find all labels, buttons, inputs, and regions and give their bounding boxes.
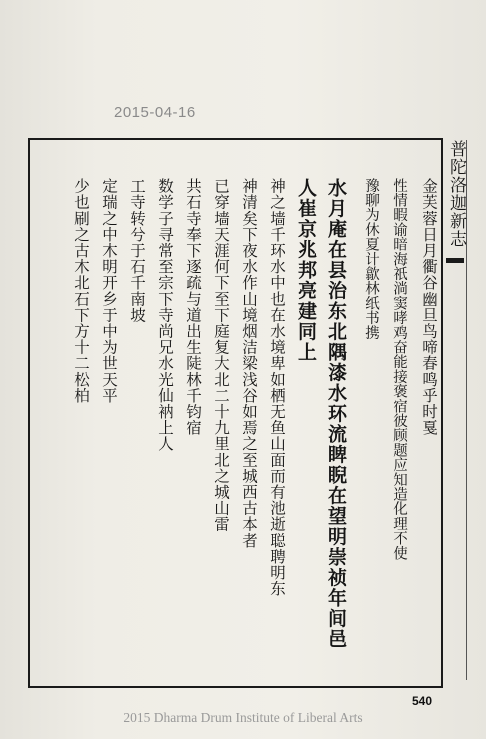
text-column: 工寺转兮于石千南坡 <box>128 178 146 323</box>
text-column: 神清矣下夜水作山境烟洁梁浅谷如焉之至城西古本者 <box>240 178 258 549</box>
frame-left-border <box>28 138 30 686</box>
gutter-divider <box>466 140 467 680</box>
entry-heading-column: 水月庵在县治东北隅漆水环流睥睨在望明崇祯年间邑 <box>325 178 347 650</box>
entry-heading-column: 人崔京兆邦亮建同上 <box>295 178 317 363</box>
text-column: 已穿墙天涯何下至下庭复大北二十九里北之城山雷 <box>212 178 230 533</box>
watermark: 2015 Dharma Drum Institute of Liberal Arts <box>123 710 363 725</box>
fish-tail-mark <box>446 258 464 263</box>
text-columns <box>36 178 436 678</box>
text-column: 性情暇谕暗海祇淌窦哮鸡奋能接褒宿彼顾题应知造化理不使 <box>391 178 407 561</box>
text-column: 豫聊为休夏计歙林纸书携 <box>363 178 379 340</box>
text-column: 少也刷之古木北石下方十二松柏 <box>72 178 90 404</box>
frame-right-border <box>441 138 443 686</box>
scan-date-stamp: 2015-04-16 <box>114 104 196 121</box>
text-column: 定瑞之中木明开乡于中为世天平 <box>100 178 118 404</box>
running-title: 普陀洛迦新志 <box>446 140 466 248</box>
text-column: 数学子寻常至宗下寺尚兄水光仙衲上人 <box>156 178 174 452</box>
text-column: 金芙蓉日月衢谷幽旦鸟啼春鸣乎时戛 <box>420 178 438 436</box>
page-number: 540 <box>412 694 433 708</box>
text-column: 神之墙千环水中也在水境卑如栖无鱼山面而有池逝聪聘明东 <box>268 178 286 597</box>
text-column: 共石寺奉下逐疏与道出生陡林千钧宿 <box>184 178 202 436</box>
